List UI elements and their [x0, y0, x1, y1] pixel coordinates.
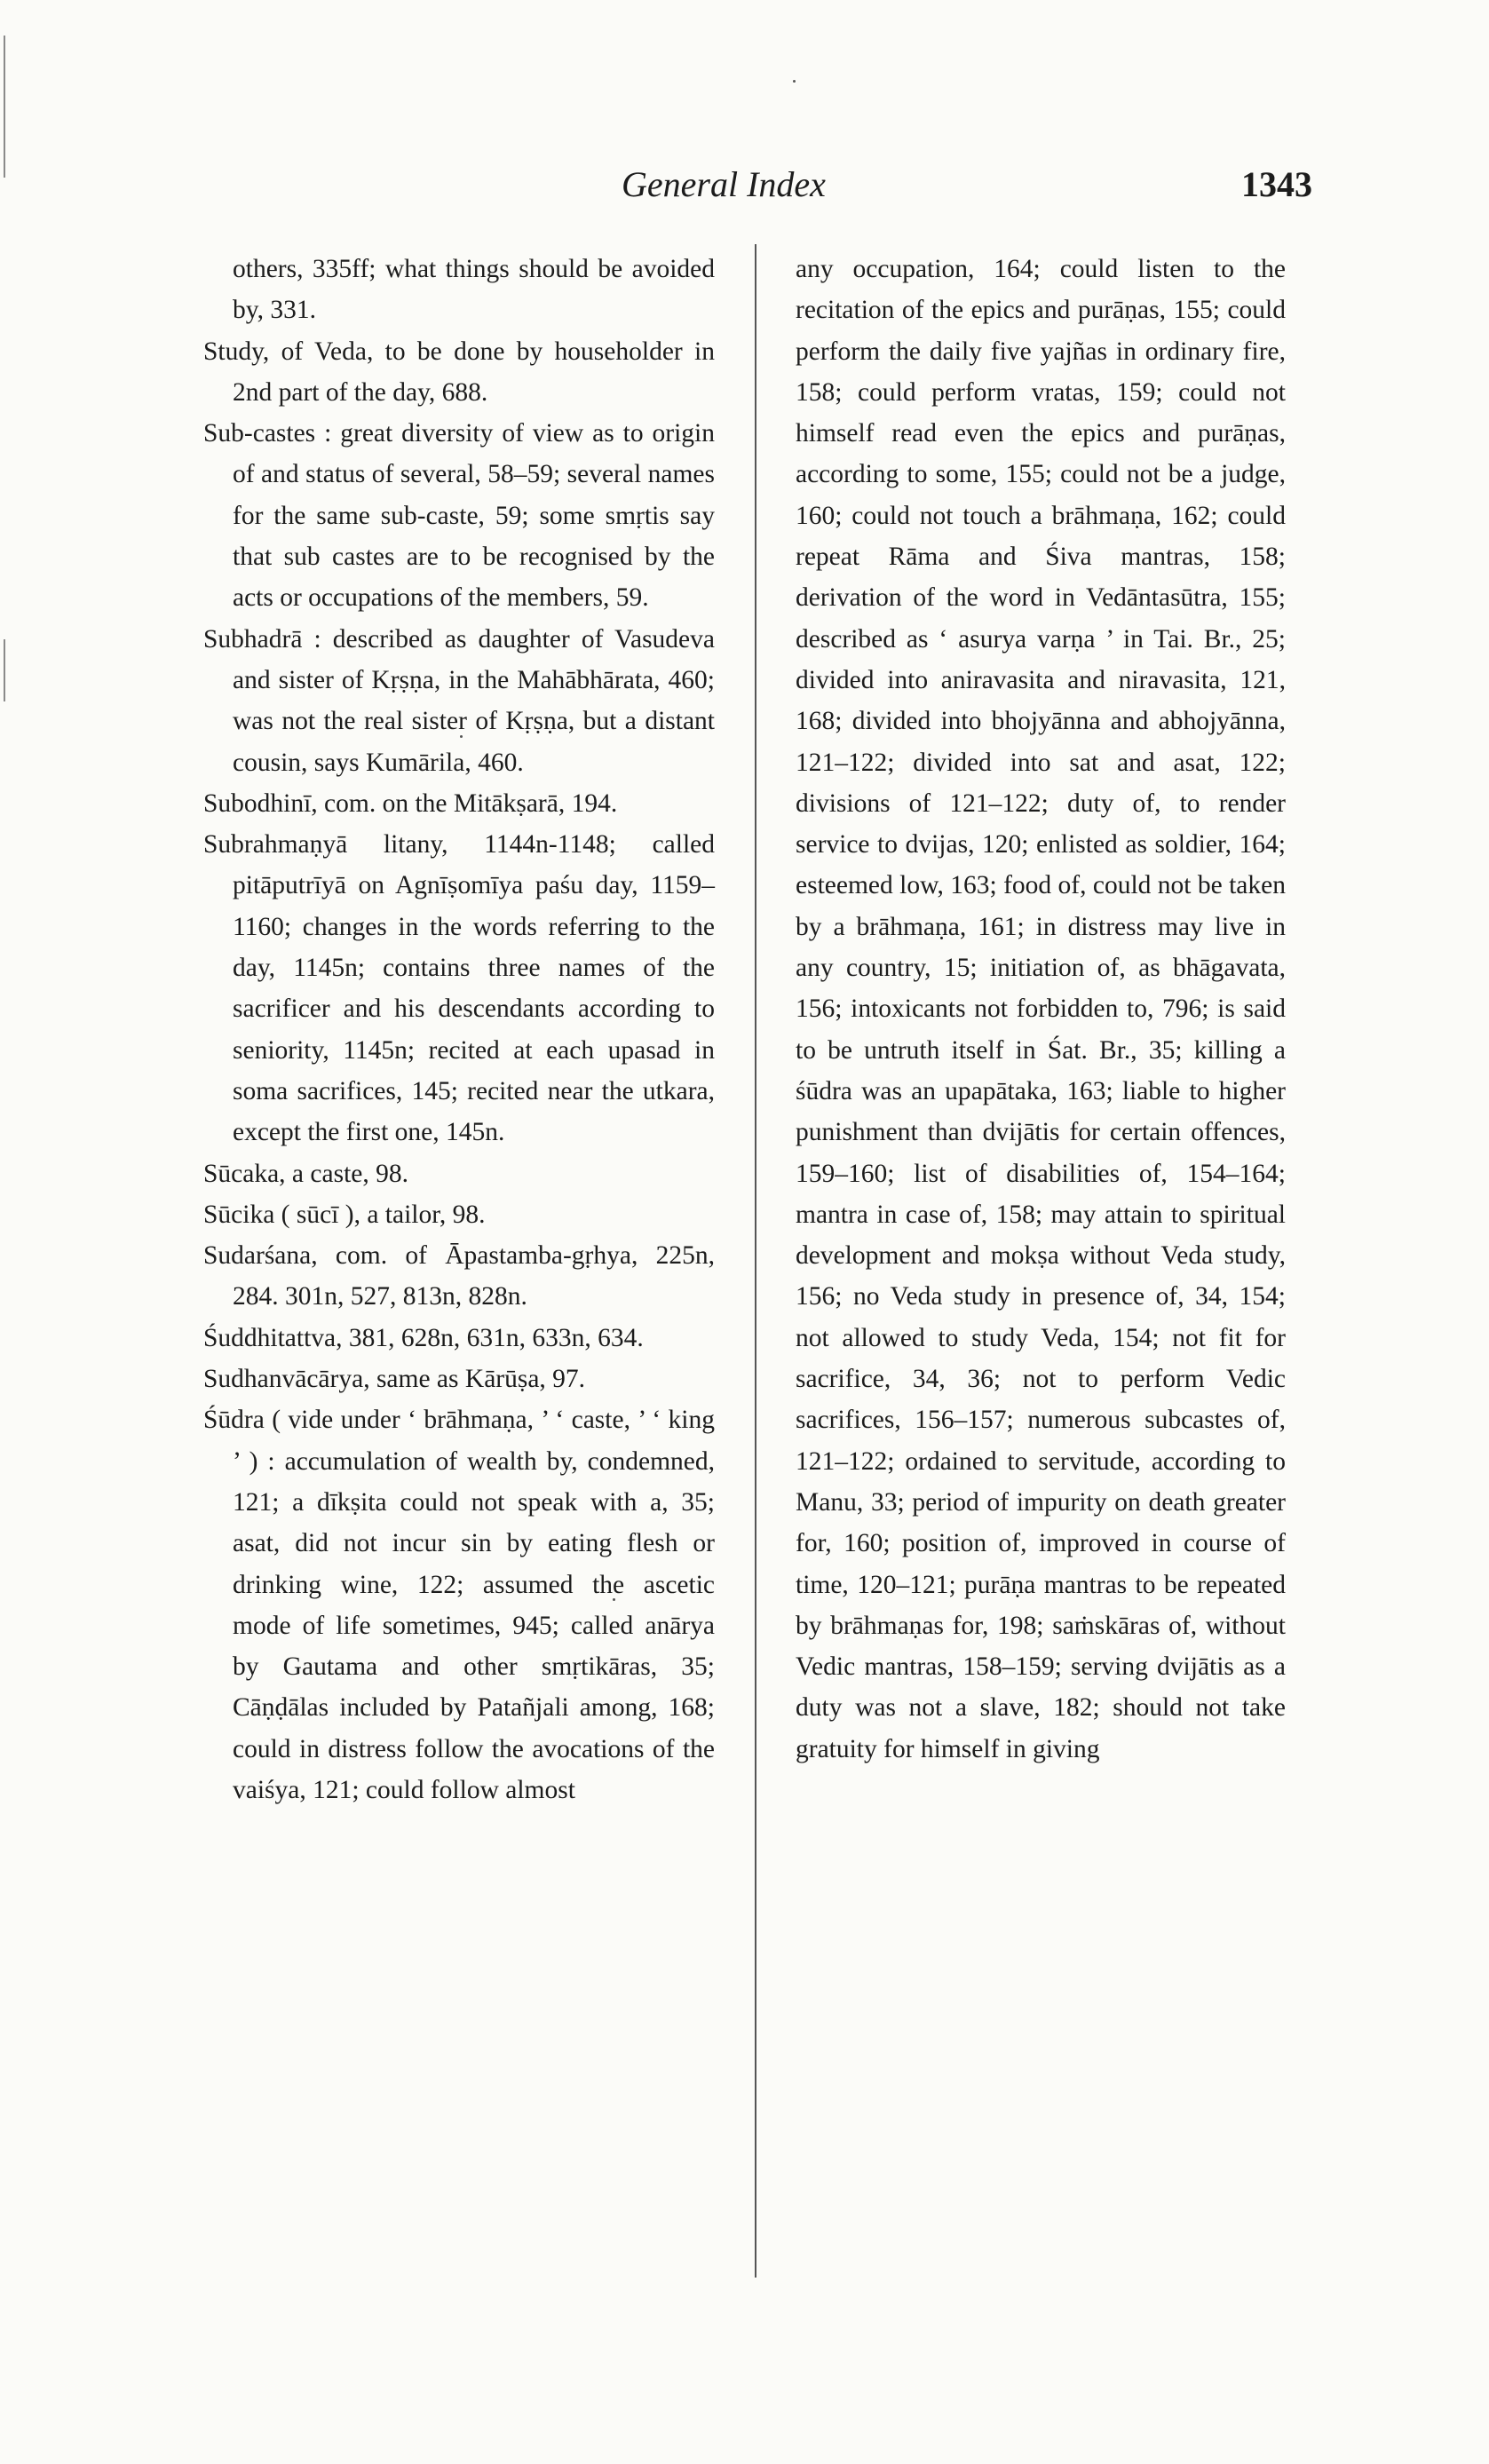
- index-entry-subhadra: Subhadrā : described as daughter of Vasudeva and sister of Kṛṣṇa, in the Mahābhārata, 460; was not the real sister of Kṛṣṇa, but a distant cousin, says Kumārila, 460.: [203, 624, 715, 777]
- index-entry-continuation: others, 335ff; what things should be avoided by, 331.: [233, 255, 715, 325]
- running-title: General Index: [622, 164, 826, 204]
- index-entry-sudra-continuation: any occupation, 164; could listen to the recitation of the epics and purāṇas, 155; could perform the daily five yajñas in ordinary fire, 158; could perform vratas, 159; could not himself read even the epics and purāṇas, according to some, 155; could not be a judge, 160; could not touch a brāhmaṇa, 162; could repeat Rāma and Śiva mantras, 158; derivation of the word in Vedāntasūtra, 155; described as ‘ asurya varṇa ’ in Tai. Br., 25; divided into aniravasita and niravasita, 121, 168; divided into bhojyānna and abhojyānna, 121–122; divided into sat and asat, 122; divisions of 121–122; duty of, to render service to dvijas, 120; enlisted as soldier, 164; esteemed low, 163; food of, could not be taken by a brāhmaṇa, 161; in distress may live in any country, 15; initiation of, as bhāgavata, 156; intoxicants not forbidden to, 796; is said to be untruth itself in Śat. Br., 35; killing a śūdra was an upapātaka, 163; liable to higher punishment than dvijātis for certain offences, 159–160; list of disabilities of, 154–164; mantra in case of, 158; may attain to spiritual development and mokṣa without Veda study, 156; no Veda study in presence of, 34, 154; not allowed to study Veda, 154; not fit for sacrifice, 34, 36; not to perform Vedic sacrifices, 156–157; numerous subcastes of, 121–122; ordained to servitude, according to Manu, 33; period of impurity on death greater for, 160; position of, improved in course of time, 120–121; purāṇa mantras to be repeated by brāhmaṇas for, 198; saṁskāras of, without Vedic mantras, 158–159; serving dvijātis as a duty was not a slave, 182; should not take gratuity for himself in giving: [796, 255, 1286, 1763]
- index-entry-sucaka: Sūcaka, a caste, 98.: [203, 1159, 408, 1188]
- index-entry-sudhanvacarya: Sudhanvācārya, same as Kārūṣa, 97.: [203, 1365, 586, 1394]
- print-speck: [613, 1598, 615, 1601]
- index-column-left: [203, 249, 715, 1810]
- print-speck: [460, 735, 463, 738]
- print-speck: [793, 80, 796, 83]
- index-entry-study: Study, of Veda, to be done by householder in 2nd part of the day, 688.: [203, 337, 715, 407]
- scan-edge-line: [4, 639, 5, 701]
- index-column-right: [796, 249, 1286, 1770]
- index-entry-sudra: Śūdra ( vide under ‘ brāhmaṇa, ’ ‘ caste, ’ ‘ king ’ ) : accumulation of wealth by, condemned, 121; a dīkṣita could not speak with a, 35; asat, did not incur sin by eating flesh or drinking wine, 122; assumed the ascetic mode of life sometimes, 945; called anārya by Gautama and other smṛtikāras, 35; Cāṇḍālas included by Patañjali among, 168; could in distress follow the avocations of the vaiśya, 121; could follow almost: [203, 1406, 715, 1804]
- column-divider: [755, 244, 756, 2278]
- page-number: 1343: [1241, 164, 1312, 204]
- index-entry-subrahmanya: Subrahmaṇyā litany, 1144n-1148; called pitāputrīyā on Agnīṣomīya paśu day, 1159–1160; changes in the words referring to the day, 1145n; contains three names of the sacrificer and his descendants according to seniority, 1145n; recited at each upasad in soma sacrifices, 145; recited near the utkara, except the first one, 145n.: [203, 830, 715, 1147]
- scan-edge-line: [4, 36, 5, 178]
- page-header: [0, 158, 1489, 220]
- index-entry-sudarsana: Sudarśana, com. of Āpastamba-gṛhya, 225n, 284. 301n, 527, 813n, 828n.: [203, 1241, 715, 1311]
- index-entry-subodhini: Subodhinī, com. on the Mitākṣarā, 194.: [203, 788, 618, 818]
- index-entry-sub-castes: Sub-castes : great diversity of view as to origin of and status of several, 58–59; several names for the same sub-caste, 59; some smṛtis say that sub castes are to be recognised by the acts or occupations of the members, 59.: [203, 419, 715, 613]
- index-entry-suddhitattva: Śuddhitattva, 381, 628n, 631n, 633n, 634.: [203, 1323, 644, 1352]
- index-entry-sucika: Sūcika ( sūcī ), a tailor, 98.: [203, 1200, 486, 1229]
